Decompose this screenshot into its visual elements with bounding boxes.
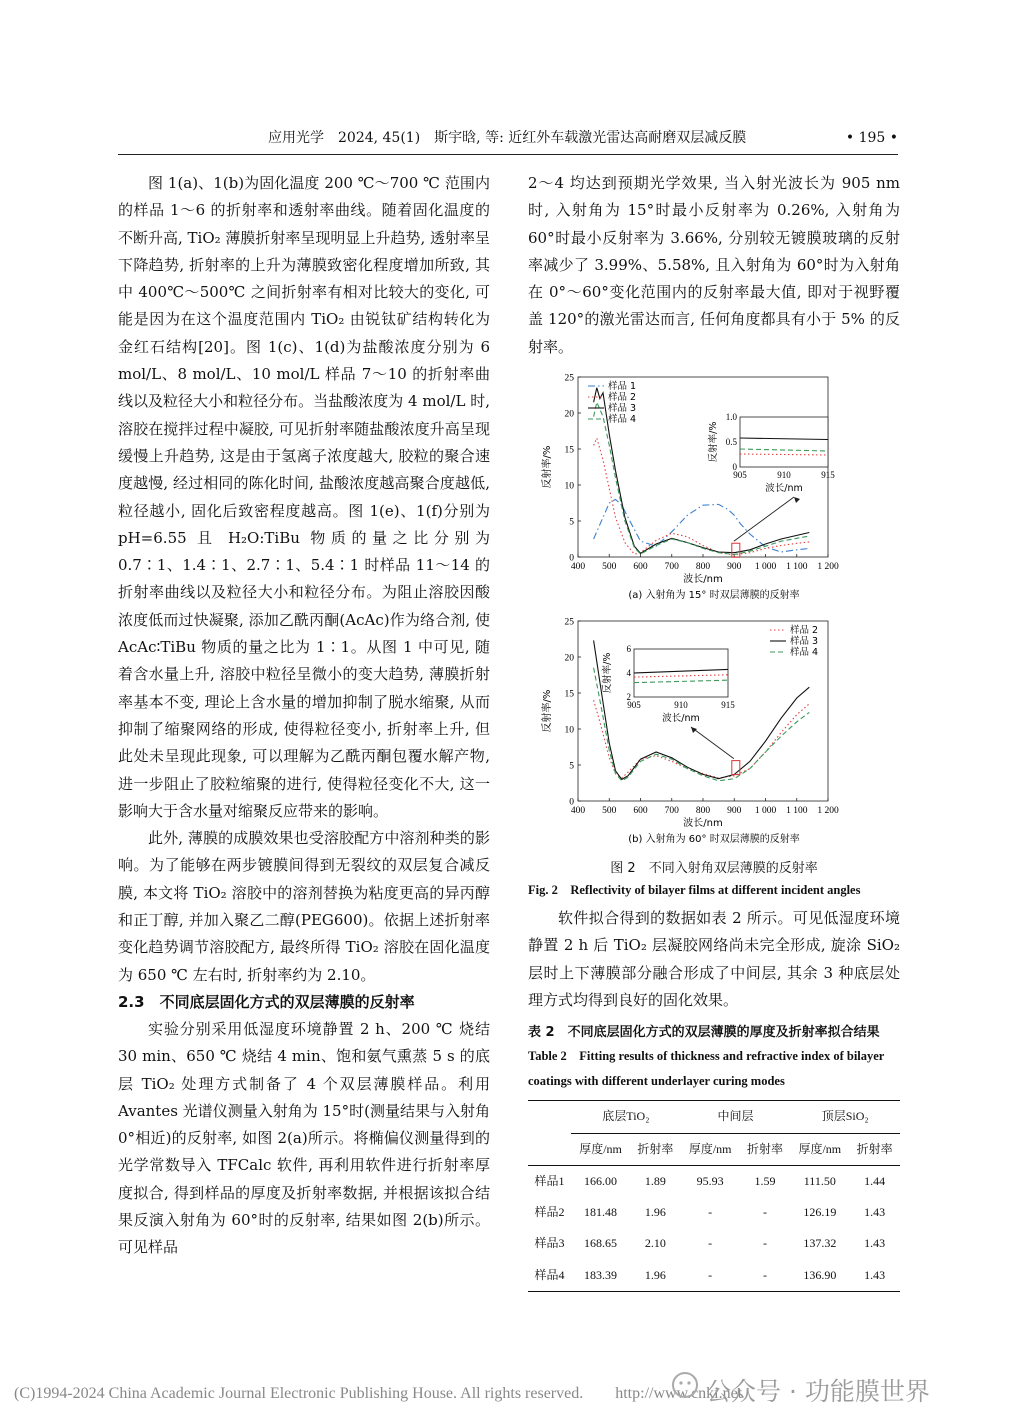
y-tick-label: 0 (569, 797, 574, 808)
table-corner (528, 1101, 571, 1133)
legend-label: 样品 4 (790, 647, 819, 659)
y-tick-label: 10 (564, 725, 574, 736)
inset-y-axis-label: 反射率/% (708, 421, 719, 463)
inset-x-tick-label: 910 (777, 470, 791, 481)
inset-y-tick-label: 0 (732, 462, 737, 473)
legend-label: 样品 1 (608, 381, 637, 393)
paragraph: 2～4 均达到预期光学效果, 当入射光波长为 905 nm 时, 入射角为 15°时最小反射率为 0.26%, 入射角为 60°时最小反射率为 3.66%, 分别较无镀膜玻璃的反射率减少了 3.99%、5.58%, 且入射角为 60°时为入射角在 0°～60°变化范围内的反射率最大值, 即对于视野覆盖 120°的激光雷达而言, 任何角度都具有小于 5% 的反射率。 (528, 174, 900, 356)
x-tick-label: 600 (633, 562, 648, 573)
table-cell: 样品3 (534, 1236, 565, 1251)
table-cell: 111.50 (803, 1173, 836, 1188)
table-cell: 126.19 (803, 1205, 837, 1220)
y-tick-label: 25 (564, 373, 574, 384)
table-cell: 136.90 (790, 1260, 849, 1292)
table-cell: 166.00 (584, 1173, 618, 1188)
inset-y-tick-label: 4 (626, 668, 631, 679)
callout-arrow (734, 497, 794, 541)
panel-caption: (b) 入射角为 60° 时双层薄膜的反射率 (628, 834, 800, 846)
table-group-header: 底层TiO₂ (571, 1101, 681, 1133)
table-cell: - (708, 1236, 713, 1251)
x-tick-label: 1 100 (786, 806, 808, 817)
chart-b-svg (528, 613, 900, 853)
inset-x-axis-label: 波长/nm (662, 713, 700, 725)
y-tick-label: 15 (564, 689, 574, 700)
x-tick-label: 900 (727, 562, 742, 573)
inset-x-tick-label: 915 (821, 470, 835, 481)
series-line (594, 499, 810, 552)
inset-x-tick-label: 910 (674, 700, 688, 711)
y-tick-label: 20 (564, 409, 574, 420)
table-cell: - (762, 1236, 767, 1251)
y-tick-label: 15 (564, 445, 574, 456)
arrow-head (691, 727, 697, 733)
series-line (594, 700, 810, 778)
table-subheader: 折射率 (849, 1133, 900, 1165)
left-column (118, 170, 490, 1262)
chart-a (528, 369, 900, 609)
table-cell: 1.59 (754, 1173, 776, 1188)
paragraph: 此外, 薄膜的成膜效果也受溶胶配方中溶剂种类的影响。为了能够在两步镀膜间得到无裂纹的双层复合减反膜, 本文将 TiO₂ 溶胶中的溶剂替换为粘度更高的异丙醇和正丁醇, 并加入聚乙二醇(PEG600)。依据上述折射率变化趋势调节溶胶配方, 最终所得 TiO₂ 溶胶在固化温度为 650 ℃ 左右时, 折射率约为 2.10。 (118, 829, 490, 984)
table-row (528, 1165, 900, 1197)
x-tick-label: 1 200 (817, 806, 839, 817)
copyright-notice: (C)1994-2024 China Academic Journal Electronic Publishing House. All rights reserved. http://www.cnki.net (14, 1385, 743, 1402)
table-cell: - (708, 1205, 713, 1220)
table-group-header: 顶层SiO₂ (790, 1101, 900, 1133)
y-tick-label: 5 (569, 517, 574, 528)
table-cell: 样品1 (534, 1173, 565, 1188)
x-axis-label: 波长/nm (683, 818, 723, 830)
table-cell: 168.65 (584, 1236, 618, 1251)
x-tick-label: 600 (633, 806, 648, 817)
table-corner (528, 1133, 571, 1165)
table-cell: 1.44 (864, 1173, 886, 1188)
watermark-text: 公众号 · 功能膜世界 (706, 1377, 930, 1406)
inset-x-tick-label: 905 (733, 470, 747, 481)
results-table (528, 1100, 900, 1292)
table-cell: 1.43 (849, 1260, 900, 1292)
x-tick-label: 400 (570, 806, 586, 817)
y-tick-label: 0 (569, 553, 574, 564)
table-cell: 2.10 (644, 1236, 666, 1251)
page-header (118, 128, 898, 155)
table-cell: 1.89 (644, 1173, 666, 1188)
table-row (528, 1260, 900, 1292)
section-heading: 2.3 不同底层固化方式的双层薄膜的反射率 (118, 992, 415, 1011)
page-footer (0, 1378, 1015, 1408)
y-axis-label: 反射率/% (542, 689, 553, 733)
paragraph: 软件拟合得到的数据如表 2 所示。可见低湿度环境静置 2 h 后 TiO₂ 层凝胶网络尚未完全形成, 旋涂 SiO₂ 层时上下薄膜部分融合形成了中间层, 其余 3 种底层处理方式均得到良好的固化效果。 (528, 909, 900, 1009)
inset-y-tick-label: 2 (626, 692, 631, 703)
x-tick-label: 700 (664, 806, 679, 817)
inset-y-tick-label: 6 (626, 644, 631, 655)
chart-b (528, 613, 900, 853)
legend-label: 样品 3 (608, 403, 637, 415)
running-title: 应用光学 2024, 45(1) 斯宇晗, 等: 近红外车载激光雷达高耐磨双层减反膜 (268, 130, 747, 146)
table-subheader: 折射率 (740, 1133, 791, 1165)
legend-label: 样品 2 (608, 392, 637, 404)
x-tick-label: 500 (602, 806, 617, 817)
paragraph: 实验分别采用低湿度环境静置 2 h、200 ℃ 烧结 30 min、650 ℃ 烧结 4 min、饱和氨气熏蒸 5 s 的底层 TiO₂ 处理方式制备了 4 个双层薄膜样品。利用 Avantes 光谱仪测量入射角为 15°时(测量结果与入射角 0°相近)的反射率, 如图 2(a)所示。将椭偏仪测量得到的光学常数导入 TFCalc 软件, 再利用软件进行折射率厚度拟合, 得到样品的厚度及折射率数据, 并根据该拟合结果反演入射角为 60°时的反射率, 结果如图 2(b)所示。可见样品 (118, 1019, 490, 1257)
table-row (528, 1228, 900, 1259)
table-title-en: Table 2 Fitting results of thickness and refractive index of bilayer coatings with different underlayer curing modes (528, 1049, 885, 1089)
table-cell: 1.96 (630, 1260, 681, 1292)
y-axis-label: 反射率/% (542, 445, 553, 489)
table-cell: 样品2 (534, 1205, 565, 1220)
inset-y-tick-label: 1.0 (725, 412, 737, 423)
x-tick-label: 1 100 (786, 562, 808, 573)
table-subheader: 厚度/nm (681, 1133, 740, 1165)
arrow-head (794, 497, 800, 503)
table-row (528, 1197, 900, 1228)
inset-x-tick-label: 915 (721, 700, 735, 711)
legend-label: 样品 4 (608, 414, 637, 426)
chart-a-svg (528, 369, 900, 609)
inset-y-tick-label: 0.5 (725, 437, 737, 448)
table-cell: 样品4 (528, 1260, 571, 1292)
page-number: • 195 • (845, 130, 898, 146)
table-subheader: 厚度/nm (790, 1133, 849, 1165)
x-tick-label: 400 (570, 562, 586, 573)
table-cell: - (762, 1205, 767, 1220)
figure-caption: 图 2 不同入射角双层薄膜的反射率 (610, 861, 818, 877)
inset-x-axis-label: 波长/nm (765, 483, 803, 495)
x-axis-label: 波长/nm (683, 574, 723, 586)
table-cell: 1.43 (864, 1236, 886, 1251)
inset-y-axis-label: 反射率/% (602, 652, 613, 694)
table-group-header: 中间层 (681, 1101, 791, 1133)
panel-caption: (a) 入射角为 15° 时双层薄膜的反射率 (628, 590, 800, 602)
table-subheader: 厚度/nm (571, 1133, 630, 1165)
x-tick-label: 800 (695, 562, 711, 573)
x-tick-label: 900 (727, 806, 742, 817)
paragraph: 图 1(a)、1(b)为固化温度 200 ℃～700 ℃ 范围内的样品 1～6 的折射率和透射率曲线。随着固化温度的不断升高, TiO₂ 薄膜折射率呈现明显上升趋势, 透射率呈下降趋势, 折射率的上升为薄膜致密化程度增加所致, 其中 400℃～500℃ 之间折射率有相对比较大的变化, 可能是因为在这个温度范围内 TiO₂ 由锐钛矿结构转化为金红石结构[20]。图 1(c)、1(d)为盐酸浓度分别为 6 mol/L、8 mol/L、10 mol/L 样品 7～10 的折射率曲线以及粒径大小和粒径分布。当盐酸浓度为 4 mol/L 时, 溶胶在搅拌过程中凝胶, 可见折射率随盐酸浓度升高呈现缓慢上升趋势, 这是由于氢离子浓度越大, 胶粒的聚合速度越慢, 经过相同的陈化时间, 盐酸浓度越高聚合度越低, 粒径越小, 固化后致密程度越高。图 1(e)、1(f)分别为 pH=6.55 且 H₂O:TiBu 物质的量之比分别为 0.7∶1、1.4∶1、2.7∶1、5.4∶1 时样品 11～14 的折射率曲线以及粒径大小和粒径分布。为阻止溶胶因酸浓度低而过快凝聚, 添加乙酰丙酮(AcAc)作为络合剂, 使 AcAc∶TiBu 物质的量之比为 1∶1。从图 1 中可见, 随着含水量上升, 溶胶中粒径呈微小的变大趋势, 薄膜折射率基本不变, 理论上含水量的增加抑制了脱水缩聚, 从而抑制了缩聚网络的形成, 使得粒径变小, 折射率上升, 但此处未呈现此现象, 可以理解为乙酰丙酮包覆水解产物, 进一步阻止了胶粒缩聚的进行, 使得粒径变化不大, 这一影响大于含水量对缩聚反应带来的影响。 (118, 174, 490, 820)
table-subheader: 折射率 (630, 1133, 681, 1165)
x-tick-label: 700 (664, 562, 679, 573)
x-tick-label: 800 (695, 806, 711, 817)
table-cell: 181.48 (584, 1205, 618, 1220)
x-tick-label: 1 000 (754, 806, 777, 817)
inset-x-tick-label: 905 (627, 700, 641, 711)
y-tick-label: 25 (564, 617, 574, 628)
figure-2 (528, 369, 900, 901)
table-cell: - (740, 1260, 791, 1292)
y-tick-label: 10 (564, 481, 574, 492)
table-title: 表 2 不同底层固化方式的双层薄膜的厚度及折射率拟合结果 (528, 1025, 880, 1041)
x-tick-label: 1 200 (817, 562, 839, 573)
x-tick-label: 1 000 (754, 562, 777, 573)
table-cell: 1.43 (864, 1205, 886, 1220)
wechat-icon (670, 1370, 700, 1400)
legend-label: 样品 2 (790, 625, 819, 637)
inset-frame (740, 417, 828, 467)
y-tick-label: 5 (569, 761, 574, 772)
table-cell: 183.39 (571, 1260, 630, 1292)
x-tick-label: 500 (602, 562, 617, 573)
figure-caption-en: Fig. 2 Reflectivity of bilayer films at different incident angles (528, 883, 861, 898)
table-cell: 1.96 (644, 1205, 666, 1220)
table-cell: 95.93 (696, 1173, 724, 1188)
right-column (528, 170, 900, 1292)
legend-label: 样品 3 (790, 636, 819, 648)
y-tick-label: 20 (564, 653, 574, 664)
callout-arrow (691, 727, 734, 759)
table-cell: - (681, 1260, 740, 1292)
table-cell: 137.32 (803, 1236, 837, 1251)
